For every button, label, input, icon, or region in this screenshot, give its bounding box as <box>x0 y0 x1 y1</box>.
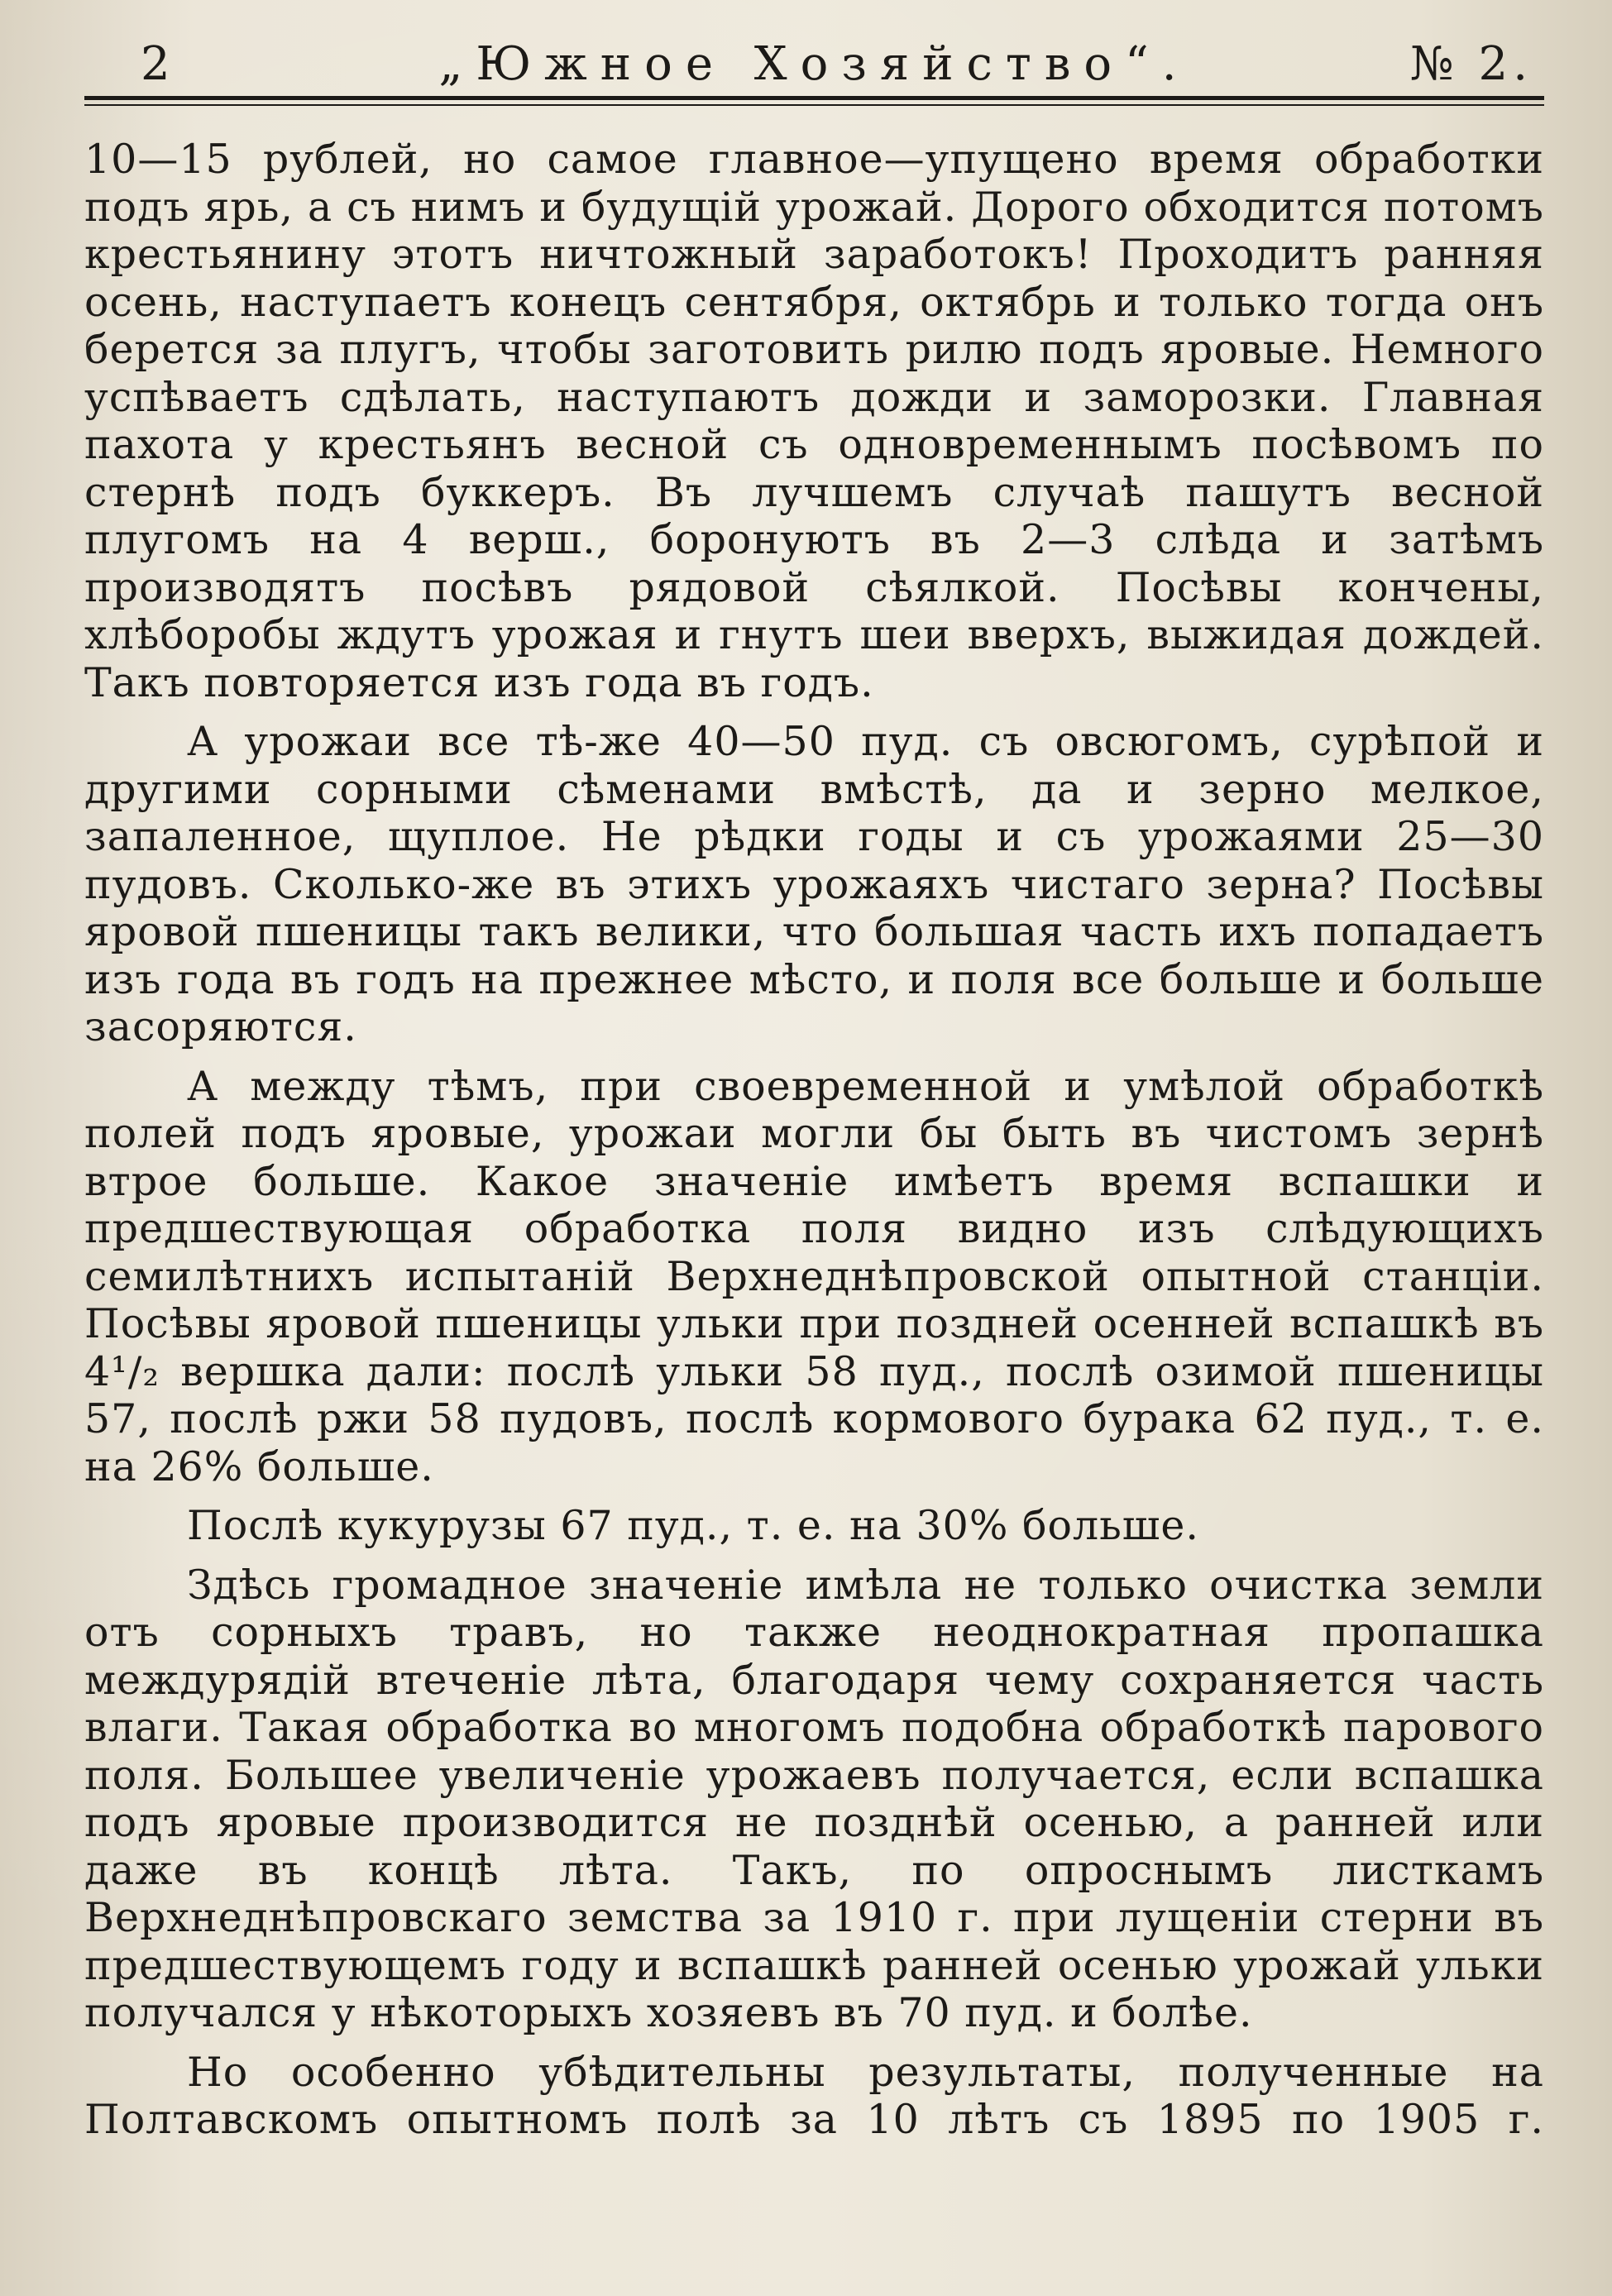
paragraph-2: А урожаи все тѣ-же 40—50 пуд. съ овсюгомъ, сурѣпой и другими сорными сѣменами вмѣстѣ, да и зерно мелкое, запаленное, щуплое. Не рѣдки годы и съ урожаями 25—30 пудовъ. Сколько-же въ этихъ урожаяхъ чистаго зерна? Посѣвы яровой пшеницы такъ велики, что большая часть ихъ попадаетъ изъ года въ годъ на прежнее мѣсто, и поля все больше и больше засоряются. <box>84 718 1544 1050</box>
paragraph-6: Но особенно убѣдительны результаты, полученные на Полтавскомъ опытномъ полѣ за 10 лѣтъ съ 1895 по 1905 г. <box>84 2048 1544 2143</box>
running-header <box>84 31 1544 98</box>
paragraph-3: А между тѣмъ, при своевременной и умѣлой обработкѣ полей подъ яровые, урожаи могли бы быть въ чистомъ зернѣ втрое больше. Какое значеніе имѣетъ время вспашки и предшествующая обработка поля видно изъ слѣдующихъ семилѣтнихъ испытаній Верхнеднѣпровской опытной станціи. Посѣвы яровой пшеницы ульки при поздней осенней вспашкѣ въ 4¹/₂ вершка дали: послѣ ульки 58 пуд., послѣ озимой пшеницы 57, послѣ ржи 58 пудовъ, послѣ кормового бурака 62 пуд., т. е. на 26% больше. <box>84 1062 1544 1490</box>
issue-number: № 2. <box>1409 37 1533 91</box>
article-body <box>84 136 1544 2144</box>
paragraph-4: Послѣ кукурузы 67 пуд., т. е. на 30% больше. <box>187 1502 1199 1549</box>
page-number: 2 <box>141 37 179 91</box>
paragraph-1: 10—15 рублей, но самое главное—упущено время обработки подъ ярь, а съ нимъ и будущій урожай. Дорого обходится потомъ крестьянину этотъ ничтожный заработокъ! Проходитъ ранняя осень, наступаетъ конецъ сентября, октябрь и только тогда онъ берется за плугъ, чтобы заготовить рилю подъ яровые. Немного успѣваетъ сдѣлать, наступаютъ дожди и заморозки. Главная пахота у крестьянъ весной съ одновременнымъ посѣвомъ по стернѣ подъ буккеръ. Въ лучшемъ случаѣ пашутъ весной плугомъ на 4 верш., боронуютъ въ 2—3 слѣда и затѣмъ производятъ посѣвъ рядовой сѣялкой. Посѣвы кончены, хлѣборобы ждутъ урожая и гнутъ шеи вверхъ, выжидая дождей. Такъ повторяется изъ года въ годъ. <box>84 136 1544 706</box>
header-rule-thick <box>84 96 1544 100</box>
header-rule-thin <box>84 104 1544 106</box>
journal-title: „Южное Хозяйство“. <box>438 37 1190 91</box>
paragraph-5: Здѣсь громадное значеніе имѣла не только очистка земли отъ сорныхъ травъ, но также неоднократная пропашка междурядій втеченіе лѣта, благодаря чему сохраняется часть влаги. Такая обработка во многомъ подобна обработкѣ парового поля. Большее увеличеніе урожаевъ получается, если вспашка подъ яровые производится не позднѣй осенью, а ранней или даже въ концѣ лѣта. Такъ, по опроснымъ листкамъ Верхнеднѣпровскаго земства за 1910 г. при лущеніи стерни въ предшествующемъ году и вспашкѣ ранней осенью урожай ульки получался у нѣкоторыхъ хозяевъ въ 70 пуд. и болѣе. <box>84 1561 1544 2036</box>
